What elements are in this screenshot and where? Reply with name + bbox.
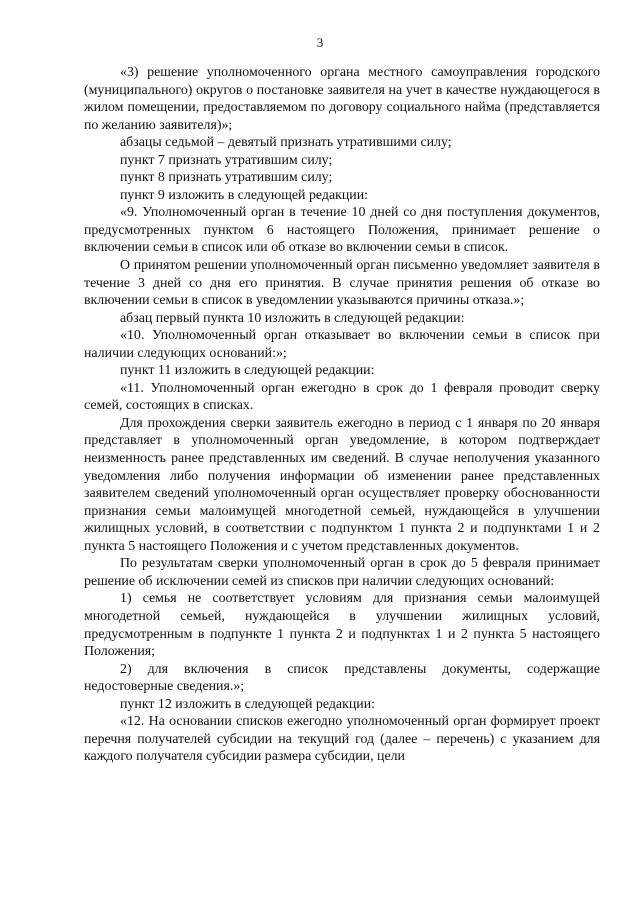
paragraph: «12. На основании списков ежегодно уполномоченный орган формирует проект перечня получателей субсидии на текущий год (далее – перечень) с указанием для каждого получателя субсидии размера субсидии, цели — [84, 714, 600, 765]
paragraph: «10. Уполномоченный орган отказывает во включении семьи в список при наличии следующих оснований:»; — [84, 328, 600, 361]
paragraph: «9. Уполномоченный орган в течение 10 дней со дня поступления документов, предусмотренных пунктом 6 настоящего Положения, принимает решение о включении семьи в список или об отказе во включении семьи в список. — [84, 205, 600, 256]
paragraph: «3) решение уполномоченного органа местного самоуправления городского (муниципального) округов о постановке заявителя на учет в качестве нуждающегося в жилом помещении, предоставляемом по договору социального найма (представляется по желанию заявителя)»; — [84, 65, 600, 133]
paragraph: Для прохождения сверки заявитель ежегодно в период с 1 января по 20 января представляет в уполномоченный орган уведомление, в котором подтверждает неизменность ранее представленных им сведений. В случае неполучения указанного уведомления либо получения информации об изменении ранее представленных заявителем сведений уполномоченный орган осуществляет проверку обоснованности признания семьи малоимущей многодетной семьей, нуждающейся в улучшении жилищных условий, в соответствии с подпунктом 1 пункта 2 и подпунктами 1 и 2 пункта 5 настоящего Положения и с учетом представленных документов. — [84, 415, 600, 554]
paragraph: пункт 7 признать утратившим силу; — [120, 152, 333, 168]
document-body — [84, 64, 600, 766]
paragraph: По результатам сверки уполномоченный орган в срок до 5 февраля принимает решение об исключении семей из списков при наличии следующих оснований: — [84, 556, 600, 589]
paragraph: абзац первый пункта 10 изложить в следующей редакции: — [120, 310, 465, 326]
paragraph: О принятом решении уполномоченный орган письменно уведомляет заявителя в течение 3 дней со дня его принятия. В случае принятия решения об отказе во включении семьи в список в уведомлении указываются причины отказа.»; — [84, 258, 600, 309]
page-number: 3 — [316, 35, 324, 50]
paragraph: пункт 9 изложить в следующей редакции: — [120, 187, 369, 203]
paragraph: абзацы седьмой – девятый признать утратившими силу; — [120, 135, 452, 151]
paragraph: «11. Уполномоченный орган ежегодно в срок до 1 февраля проводит сверку семей, состоящих в списках. — [84, 380, 600, 414]
paragraph: пункт 8 признать утратившим силу; — [120, 170, 333, 186]
paragraph: пункт 11 изложить в следующей редакции: — [120, 363, 375, 379]
paragraph: 1) семья не соответствует условиям для признания семьи малоимущей многодетной семьей, нуждающейся в улучшении жилищных условий, предусмотренным в подпункте 1 пункта 2 и подпунктах 1 и 2 пункта 5 настоящего Положения; — [84, 591, 600, 660]
paragraph: пункт 12 изложить в следующей редакции: — [120, 696, 375, 712]
paragraph: 2) для включения в список представлены документы, содержащие недостоверные сведения.»; — [84, 661, 600, 695]
